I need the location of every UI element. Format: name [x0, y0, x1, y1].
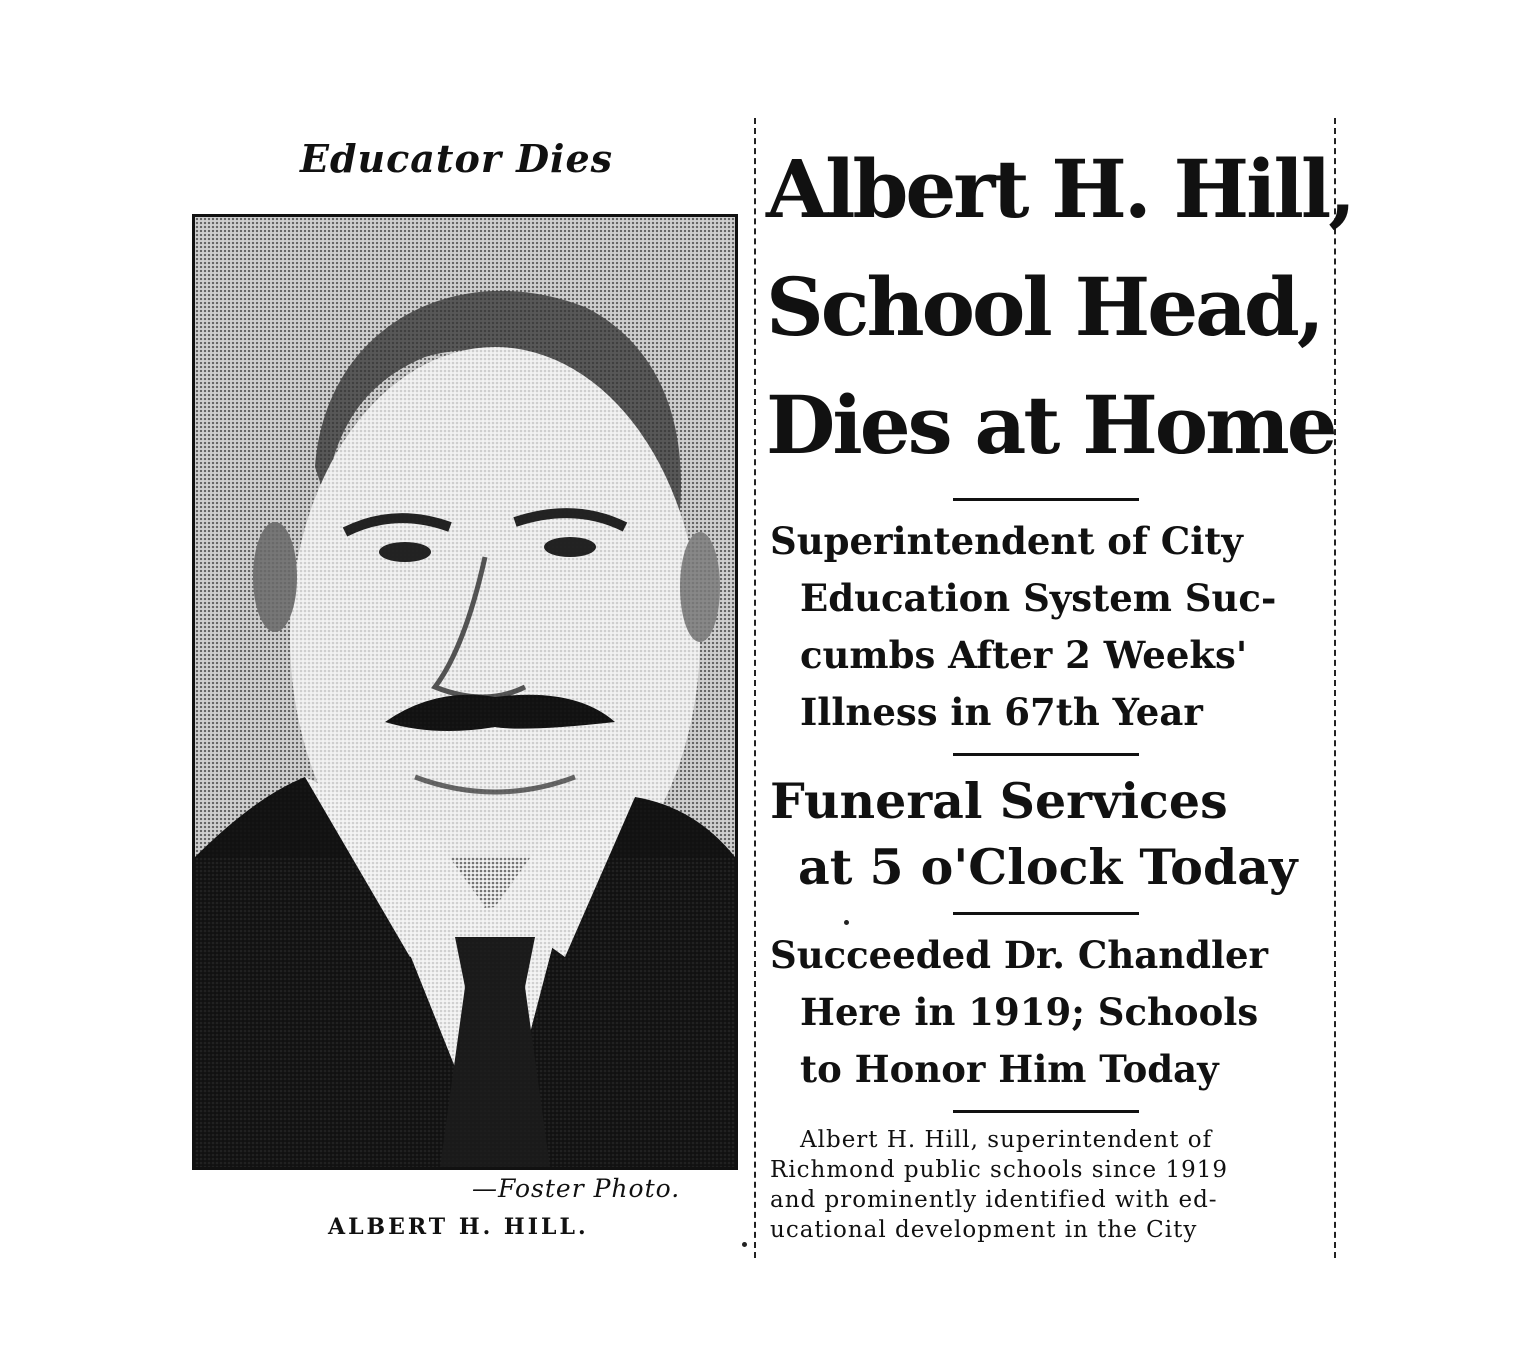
article-body [770, 1125, 1332, 1245]
photo-credit: —Foster Photo. [472, 1174, 681, 1203]
print-speck [844, 920, 849, 925]
body-line: ucational development in the City [770, 1217, 1198, 1243]
headline-line: Albert H. Hill, [766, 142, 1354, 236]
print-speck [742, 1242, 747, 1247]
deck-line: Superintendent of City [770, 519, 1243, 563]
divider [953, 1110, 1139, 1113]
deck-line: Illness in 67th Year [800, 690, 1203, 734]
headline-line: School Head, [766, 260, 1322, 354]
divider [953, 912, 1139, 915]
deck-line: at 5 o'Clock Today [798, 838, 1298, 896]
column-rule-right [1334, 118, 1336, 1258]
deck-subhead-2 [770, 768, 1332, 900]
deck-line: Education System Suc- [800, 576, 1277, 620]
deck-subhead-3 [770, 927, 1332, 1098]
body-line: Albert H. Hill, superintendent of [800, 1127, 1213, 1153]
headline [766, 130, 1354, 484]
portrait-photo [192, 214, 738, 1170]
column-rule-left [754, 118, 756, 1258]
portrait-illustration [195, 217, 735, 1167]
deck-line: cumbs After 2 Weeks' [800, 633, 1248, 677]
photo-name-caption: ALBERT H. HILL. [328, 1214, 589, 1240]
article [760, 130, 1354, 1245]
photo-caption-top: Educator Dies [300, 136, 614, 181]
divider [953, 753, 1139, 756]
deck-line: Succeeded Dr. Chandler [770, 933, 1269, 977]
deck-line: Here in 1919; Schools [800, 990, 1259, 1034]
divider [953, 498, 1139, 501]
body-line: Richmond public schools since 1919 [770, 1157, 1229, 1183]
deck-line: Funeral Services [770, 772, 1228, 830]
deck-subhead-1 [770, 513, 1332, 741]
deck-line: to Honor Him Today [800, 1047, 1219, 1091]
headline-line: Dies at Home [766, 378, 1335, 472]
body-line: and prominently identified with ed- [770, 1187, 1218, 1213]
